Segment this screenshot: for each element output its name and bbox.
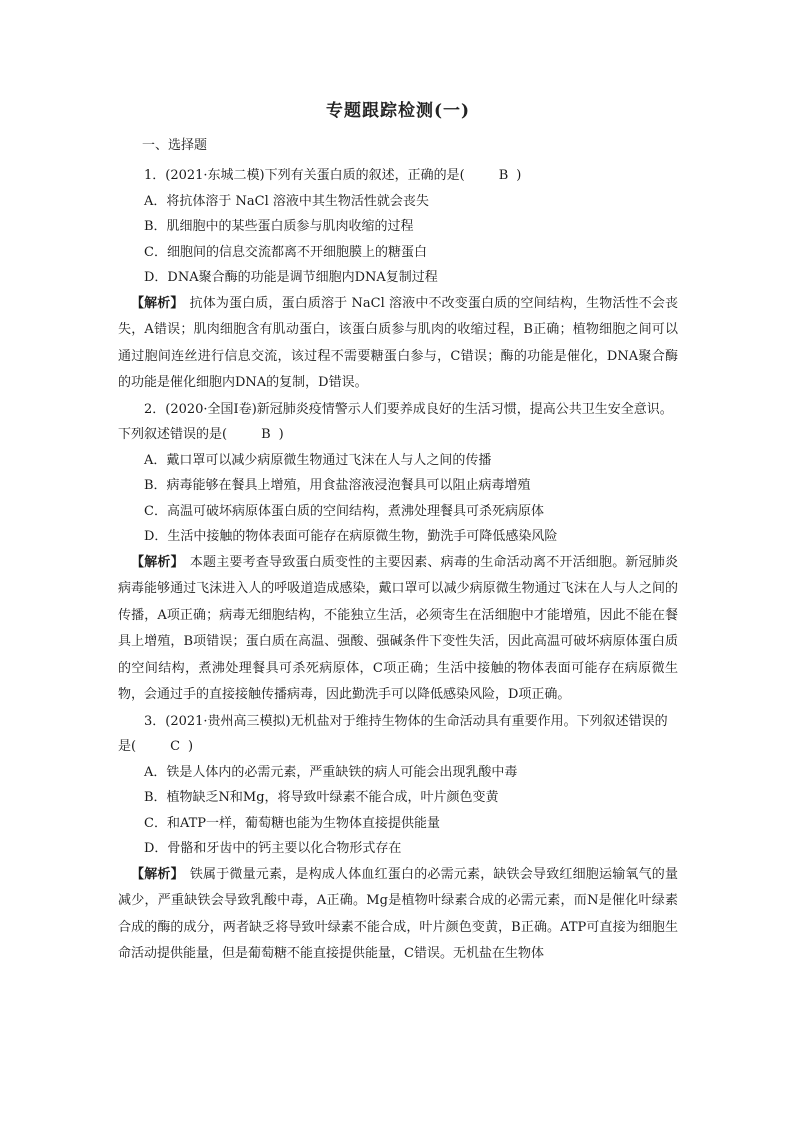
stem-close: ) <box>516 168 522 183</box>
question-stem <box>118 709 678 760</box>
stem-text: 2．(2020·全国Ⅰ卷)新冠肺炎疫情警示人们要养成良好的生活习惯，提高公共卫生安全意识。下列叙述错误的是( <box>118 401 673 442</box>
option-c: C．细胞间的信息交流都离不开细胞膜上的糖蛋白 <box>144 244 427 260</box>
question-3 <box>118 709 678 968</box>
analysis <box>118 291 678 397</box>
stem-close: ) <box>188 739 194 754</box>
option-d: D．生活中接触的物体表面可能存在病原微生物，勤洗手可降低感染风险 <box>144 529 558 544</box>
analysis-tag: 【解析】 <box>131 866 184 882</box>
option-b: B．植物缺乏N和Mg，将导致叶绿素不能合成，叶片颜色变黄 <box>144 790 499 805</box>
document-page <box>118 90 678 968</box>
stem-close: ) <box>278 427 284 442</box>
option-c: C．高温可破坏病原体蛋白质的空间结构，煮沸处理餐具可杀死病原体 <box>144 503 544 519</box>
answer-letter: B <box>261 427 271 442</box>
answer-letter: C <box>170 739 181 754</box>
option-d: D．骨骼和牙齿中的钙主要以化合物形式存在 <box>144 841 402 856</box>
question-2 <box>118 397 678 709</box>
question-stem <box>118 397 678 448</box>
option-c: C．和ATP一样，葡萄糖也能为生物体直接提供能量 <box>144 815 441 831</box>
analysis-tag: 【解析】 <box>131 554 184 570</box>
option-a: A．将抗体溶于 NaCl 溶液中其生物活性就会丧失 <box>144 193 429 209</box>
analysis-text: 铁属于微量元素，是构成人体血红蛋白的必需元素，缺铁会导致红细胞运输氧气的量减少，严重缺铁会导致乳酸中毒，A正确。Mg是植物叶绿素合成的必需元素，而N是催化叶绿素合成的酶的成分，两者缺乏将导致叶绿素不能合成，叶片颜色变黄，B正确。ATP可直接为细胞生命活动提供能量，但是葡萄糖不能直接提供能量，C错误。无机盐在生物体 <box>118 866 678 961</box>
question-stem <box>118 163 678 189</box>
analysis-text: 抗体为蛋白质，蛋白质溶于 NaCl 溶液中不改变蛋白质的空间结构，生物活性不会丧失，A错误；肌肉细胞含有肌动蛋白，该蛋白质参与肌肉的收缩过程，B正确；植物细胞之间可以通过胞间连丝进行信息交流，该过程不需要糖蛋白参与，C错误；酶的功能是催化，DNA聚合酶的功能是催化细胞内DNA的复制，D错误。 <box>118 295 678 390</box>
page-title: 专题跟踪检测(一) <box>325 101 471 121</box>
section-heading: 一、选择题 <box>142 138 208 153</box>
analysis-text: 本题主要考查导致蛋白质变性的主要因素、病毒的生命活动离不开活细胞。新冠肺炎病毒能够通过飞沫进入人的呼吸道造成感染，戴口罩可以减少病原微生物通过飞沫在人与人之间的传播，A项正确；病毒无细胞结构，不能独立生活，必须寄生在活细胞中才能增殖，因此不能在餐具上增殖，B项错误；蛋白质在高温、强酸、强碱条件下变性失活，因此高温可破坏病原体蛋白质的空间结构，煮沸处理餐具可杀死病原体，C项正确；生活中接触的物体表面可能存在病原微生物，会通过手的直接接触传播病毒，因此勤洗手可以降低感染风险，D项正确。 <box>118 554 678 702</box>
option-a: A．戴口罩可以减少病原微生物通过飞沫在人与人之间的传播 <box>144 452 492 468</box>
stem-text: 3．(2021·贵州高三模拟)无机盐对于维持生物体的生命活动具有重要作用。下列叙述错误的是( <box>118 713 668 754</box>
option-b: B．病毒能够在餐具上增殖，用食盐溶液浸泡餐具可以阻止病毒增殖 <box>144 478 531 493</box>
question-1 <box>118 163 678 397</box>
stem-text: 1．(2021·东城二模)下列有关蛋白质的叙述，正确的是( <box>144 168 465 183</box>
option-b: B．肌细胞中的某些蛋白质参与肌肉收缩的过程 <box>144 219 414 234</box>
answer-letter: B <box>498 168 509 183</box>
analysis <box>118 862 678 968</box>
option-d: D．DNA聚合酶的功能是调节细胞内DNA复制过程 <box>144 270 438 285</box>
analysis <box>118 550 678 709</box>
analysis-tag: 【解析】 <box>131 295 184 311</box>
option-a: A．铁是人体内的必需元素，严重缺铁的病人可能会出现乳酸中毒 <box>144 764 518 780</box>
